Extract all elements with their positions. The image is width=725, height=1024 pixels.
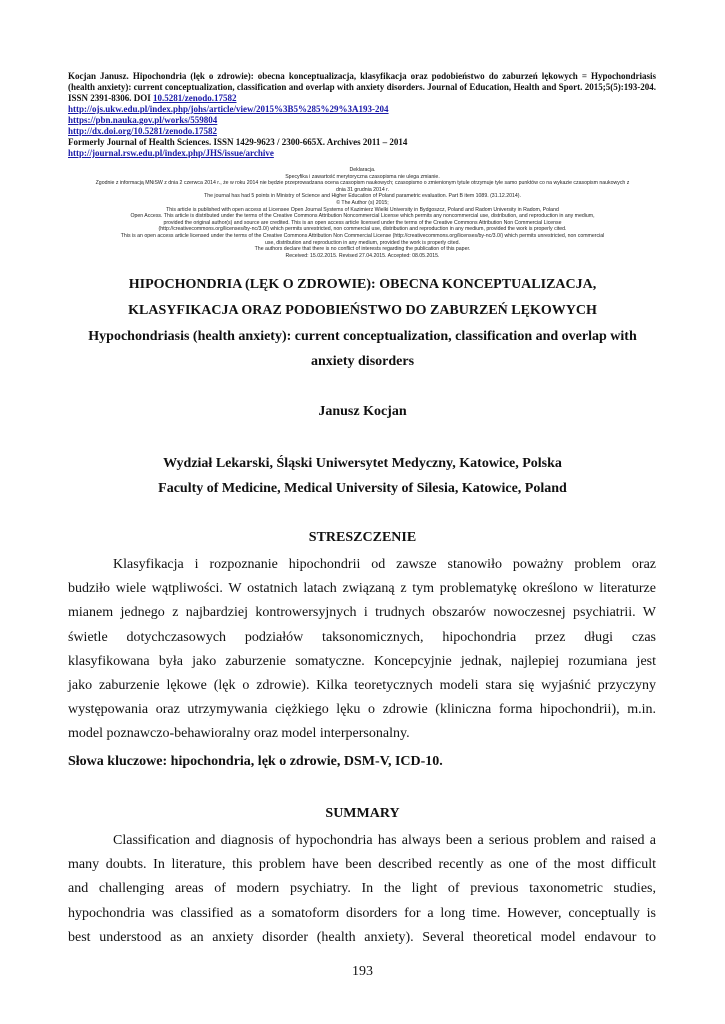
formerly-line: Formerly Journal of Health Sciences. ISSN 1429-9623 / 2300-665X. Archives 2011 – 2014 <box>68 137 408 147</box>
notice-line: This is an open access article licensed under the terms of the Creative Commons Attribution Non Commercial License (http://creativecommons.org/licenses/by-nc/3.0/) which permits unrestricted, non commercial <box>120 232 605 239</box>
notice-line: use, distribution and reproduction in any medium, provided the work is properly cited. <box>265 239 460 246</box>
notice-line: © The Author (s) 2015; <box>336 199 389 206</box>
abstract-line: Klasyfikacja i rozpoznanie hipochondrii od zawsze stanowiło poważny problem oraz <box>113 557 656 572</box>
title-english-line-2: anxiety disorders <box>310 354 415 369</box>
notice-line: provided the original author(s) and source are credited. This is an open access article licensed under the terms of the Creative Commons Attribution Non Commercial License <box>163 219 562 226</box>
citation-text <box>68 71 656 104</box>
abstract-polish <box>68 553 656 747</box>
abstract-line: budziło wiele wątpliwości. W ostatnich latach związaną z tym problematykę określono w literaturze <box>68 581 656 597</box>
notice-line: The authors declare that there is no conflict of interests regarding the publication of this paper. <box>254 246 471 253</box>
abstract-line: Classification and diagnosis of hypochondria has always been a serious problem and raised a <box>113 833 656 848</box>
dx-doi-link[interactable]: http://dx.doi.org/10.5281/zenodo.17582 <box>68 126 218 136</box>
abstract-line: and challenging areas of modern psychiatry. In the light of previous taxonometric studies, <box>68 881 656 897</box>
title-polish-line-2: KLASYFIKACJA ORAZ PODOBIEŃSTWO DO ZABURZEŃ LĘKOWYCH <box>128 303 597 318</box>
page-number: 193 <box>352 964 373 979</box>
pbn-link[interactable]: https://pbn.nauka.gov.pl/works/559804 <box>68 115 218 125</box>
abstract-line: jako zaburzenie lękowe (lęk o zdrowie). Kilka teoretycznych modeli stara się wyjaśnić przyczyny <box>68 677 656 693</box>
notice-line: This article is published with open access at Licensee Open Journal Systems of Kazimierz Wielki University in Bydgoszcz, Poland and Radom University in Radom, Poland <box>166 206 559 213</box>
abstract-heading-polish: STRESZCZENIE <box>308 530 417 545</box>
author-name: Janusz Kocjan <box>318 404 407 419</box>
abstract-line: hypochondria was classified as a somatoform disorders for a long time. However, conceptually is <box>68 905 656 921</box>
title-polish-line-1: HIPOCHONDRIA (LĘK O ZDROWIE): OBECNA KONCEPTUALIZACJA, <box>128 277 597 292</box>
keywords-polish: Słowa kluczowe: hipochondria, lęk o zdrowie, DSM-V, ICD-10. <box>68 754 443 769</box>
notice-line: dnia 31 grudnia 2014 r. <box>335 186 390 193</box>
notice-line: Open Access. This article is distributed under the terms of the Creative Commons Attribution Noncommercial License which permits any noncommercial use, distribution, and reproduction in any medium, <box>130 213 595 220</box>
notice-line: Zgodnie z informacją MNiSW z dnia 2 czerwca 2014 r., że w roku 2014 nie będzie przeprowadzana ocena czasopism naukowych; czasopismo o zmienionym tytule otrzymuje tyle samo punktów co na wykazie czasopism naukowych z <box>95 180 630 187</box>
abstract-line: występowania oraz utrzymywania ciężkiego lęku o zdrowie (kliniczna forma hipochondrii), m.in. <box>68 702 656 718</box>
abstract-line: mianem jednego z najbardziej kontrowersyjnych i trudnych obszarów nowoczesnej psychiatrii. W <box>68 605 656 621</box>
ojs-article-link[interactable]: http://ojs.ukw.edu.pl/index.php/johs/article/view/2015%3B5%285%29%3A193-204 <box>68 104 389 114</box>
publication-notice <box>60 167 665 259</box>
notice-line: Specyfika i zawartość merytoryczna czasopisma nie ulega zmianie. <box>285 173 440 180</box>
title-english-line-1: Hypochondriasis (health anxiety): current conceptualization, classification and overlap with <box>88 329 637 344</box>
notice-line: Received: 15.02.2015. Revised 27.04.2015. Accepted: 08.05.2015. <box>285 252 440 259</box>
abstract-line: klasyfikowana była jako zaburzenie somatyczne. Koncepcyjnie jednak, najlepiej rozumiana jest <box>68 653 656 669</box>
affiliation-polish: Wydział Lekarski, Śląski Uniwersytet Medyczny, Katowice, Polska <box>163 456 562 471</box>
abstract-english <box>68 829 656 950</box>
abstract-heading-english: SUMMARY <box>325 806 400 821</box>
notice-line: Deklaracja. <box>349 167 376 173</box>
abstract-line: model poznawczo-behawioralny oraz model interpersonalny. <box>68 726 410 742</box>
citation-block <box>68 71 656 159</box>
doi-link[interactable]: 10.5281/zenodo.17582 <box>153 93 237 103</box>
citation-reference: Kocjan Janusz. Hipochondria (lęk o zdrowie): obecna konceptualizacja, klasyfikacja oraz podobieństwo do zaburzeń lękowych = Hypochondriasis (health anxiety): current conceptualization, classification and overlap with anxiety disorders. Journal of Education, Health and Sport. 2015;5(5):193-204. ISSN 2391-8306. DOI <box>68 71 656 103</box>
affiliation-english: Faculty of Medicine, Medical University of Silesia, Katowice, Poland <box>158 481 567 496</box>
notice-line: (http://creativecommons.org/licenses/by-nc/3.0/) which permits unrestricted, non commercial use, distribution and reproduction in any medium, provided the work is properly cited. <box>158 226 567 233</box>
abstract-line: świetle dotychczasowych podziałów taksonomicznych, hipochondria przez długi czas <box>68 629 656 645</box>
notice-line: The journal has had 5 points in Ministry of Science and Higher Education of Poland parametric evaluation. Part B item 1089. (31.12.2014). <box>204 193 521 200</box>
abstract-line: many doubts. In literature, this problem have been described recently as one of the most difficult <box>68 857 656 873</box>
abstract-line: best understood as an anxiety disorder (health anxiety). Several theoretical model endavour to <box>68 929 656 945</box>
archive-link[interactable]: http://journal.rsw.edu.pl/index.php/JHS/issue/archive <box>68 148 274 158</box>
